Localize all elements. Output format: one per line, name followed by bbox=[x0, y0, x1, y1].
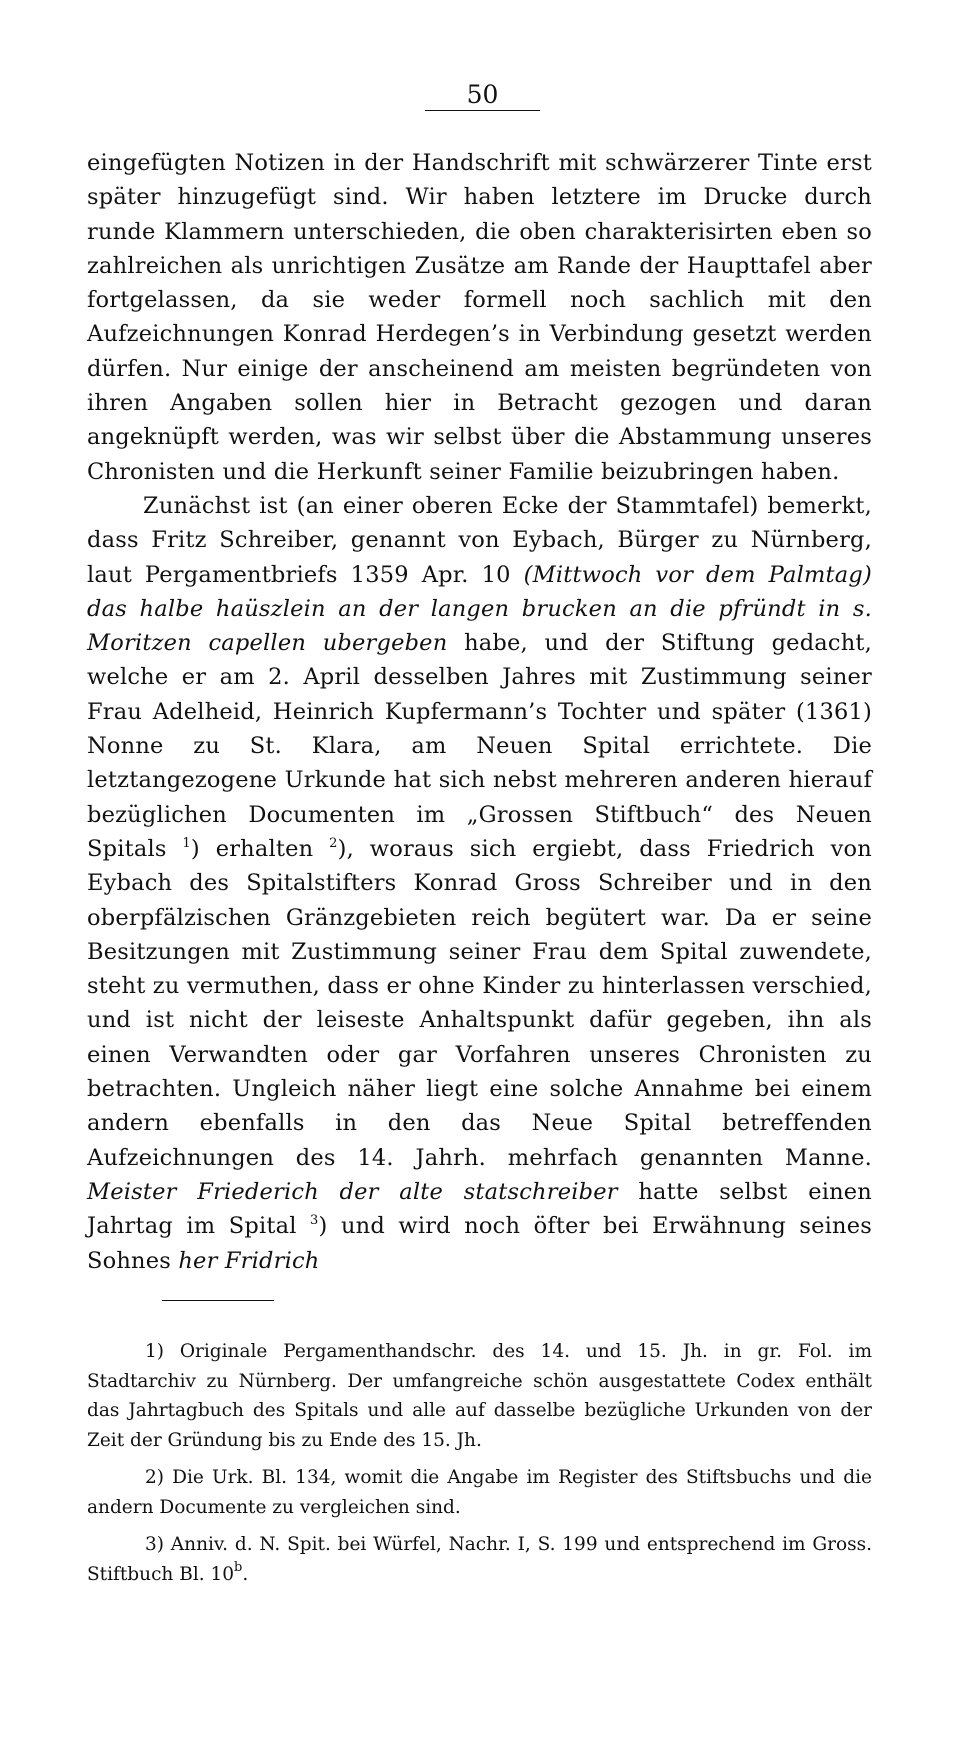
page-number: 50 bbox=[425, 80, 540, 111]
text-segment: ) und wird noch öfter bei Erwähnung seines Sohnes bbox=[87, 1213, 873, 1274]
text-segment: ) erhalten bbox=[190, 835, 330, 862]
text-segment: 1) Originale Pergamenthandschr. des 14. und 15. Jh. in gr. Fol. im Stadtarchiv zu Nürnberg. Der umfangreiche schön ausgestattete Codex enthält das Jahrtagbuch des Spitals und alle auf dasselbe bezügliche Urkunden von der Zeit der Gründung bis zu Ende des 15. Jh. bbox=[87, 1341, 872, 1451]
paragraph bbox=[87, 489, 872, 1278]
italic-text: Meister Friederich der alte statschreiber bbox=[87, 1178, 618, 1205]
paragraph bbox=[87, 146, 872, 489]
footnotes bbox=[87, 1337, 872, 1597]
text-segment: eingefügten Notizen in der Handschrift mit schwärzerer Tinte erst später hinzugefügt sind. Wir haben letztere im Drucke durch runde Klammern unterschieden, die oben charakterisirten eben so zahlreichen als unrichtigen Zusätze am Rande der Haupttafel aber fortgelassen, da sie weder formell noch sachlich mit den Aufzeichnungen Konrad Herdegen’s in Verbindung gesetzt werden dürfen. Nur einige der anscheinend am meisten begründeten von ihren Angaben sollen hier in Betracht gezogen und daran angeknüpft werden, was wir selbst über die Abstammung unseres Chronisten und die Herkunft seiner Familie beizubringen haben. bbox=[87, 150, 872, 485]
footnote-marker: 1 bbox=[182, 835, 191, 851]
text-segment: habe, und der Stiftung gedacht, welche er am 2. April desselben Jahres mit Zustimmung seiner Frau Adelheid, Heinrich Kupfermann’s Tochter und später (1361) Nonne zu St. Klara, am Neuen Spital errichtete. Die letztangezogene Urkunde hat sich nebst mehreren anderen hierauf bezüglichen Documenten im „Grossen Stiftbuch“ des Neuen Spitals bbox=[87, 630, 872, 862]
footnote-marker: 3 bbox=[310, 1213, 319, 1229]
italic-text: (Mittwoch vor dem Palmtag) das halbe haüszlein an der langen brucken an die pfründt in s. Moritzen capellen ubergeben bbox=[87, 561, 872, 657]
text-segment: Zunächst ist (an einer oberen Ecke der Stammtafel) bemerkt, dass Fritz Schreiber, genannt von Eybach, Bürger zu Nürnberg, laut Pergamentbriefs 1359 Apr. 10 bbox=[87, 492, 872, 588]
text-segment: hatte selbst einen Jahrtag im Spital bbox=[87, 1178, 872, 1240]
main-text bbox=[87, 146, 872, 1278]
footnote-marker: 2 bbox=[329, 835, 338, 851]
footnote bbox=[87, 1337, 872, 1455]
text-segment: 2) Die Urk. Bl. 134, womit die Angabe im Register des Stiftsbuchs und die andern Documente zu vergleichen sind. bbox=[87, 1467, 872, 1518]
text-segment: ), woraus sich ergiebt, dass Friedrich von Eybach des Spitalstifters Konrad Gross Schreiber und in den oberpfälzischen Gränzgebieten reich begütert war. Da er seine Besitzungen mit Zustimmung seiner Frau dem Spital zuwendete, steht zu vermuthen, dass er ohne Kinder zu hinterlassen verschied, und ist nicht der leiseste Anhaltspunkt dafür gegeben, ihn als einen Verwandten oder gar Vorfahren unseres Chronisten zu betrachten. Ungleich näher liegt eine solche Annahme bei einem andern ebenfalls in den das Neue Spital betreffenden Aufzeichnungen des 14. Jahrh. mehrfach genannten Manne. bbox=[87, 835, 872, 1171]
footnote bbox=[87, 1530, 872, 1589]
text-segment: 3) Anniv. d. N. Spit. bei Würfel, Nachr. I, S. 199 und entsprechend im Gross. Stiftbuch Bl. 10 bbox=[87, 1534, 872, 1585]
italic-text: her Fridrich bbox=[178, 1247, 320, 1274]
text-segment: . bbox=[242, 1563, 249, 1585]
footnote-divider bbox=[162, 1300, 274, 1301]
footnote bbox=[87, 1463, 872, 1522]
footnote-marker: b bbox=[234, 1559, 243, 1575]
